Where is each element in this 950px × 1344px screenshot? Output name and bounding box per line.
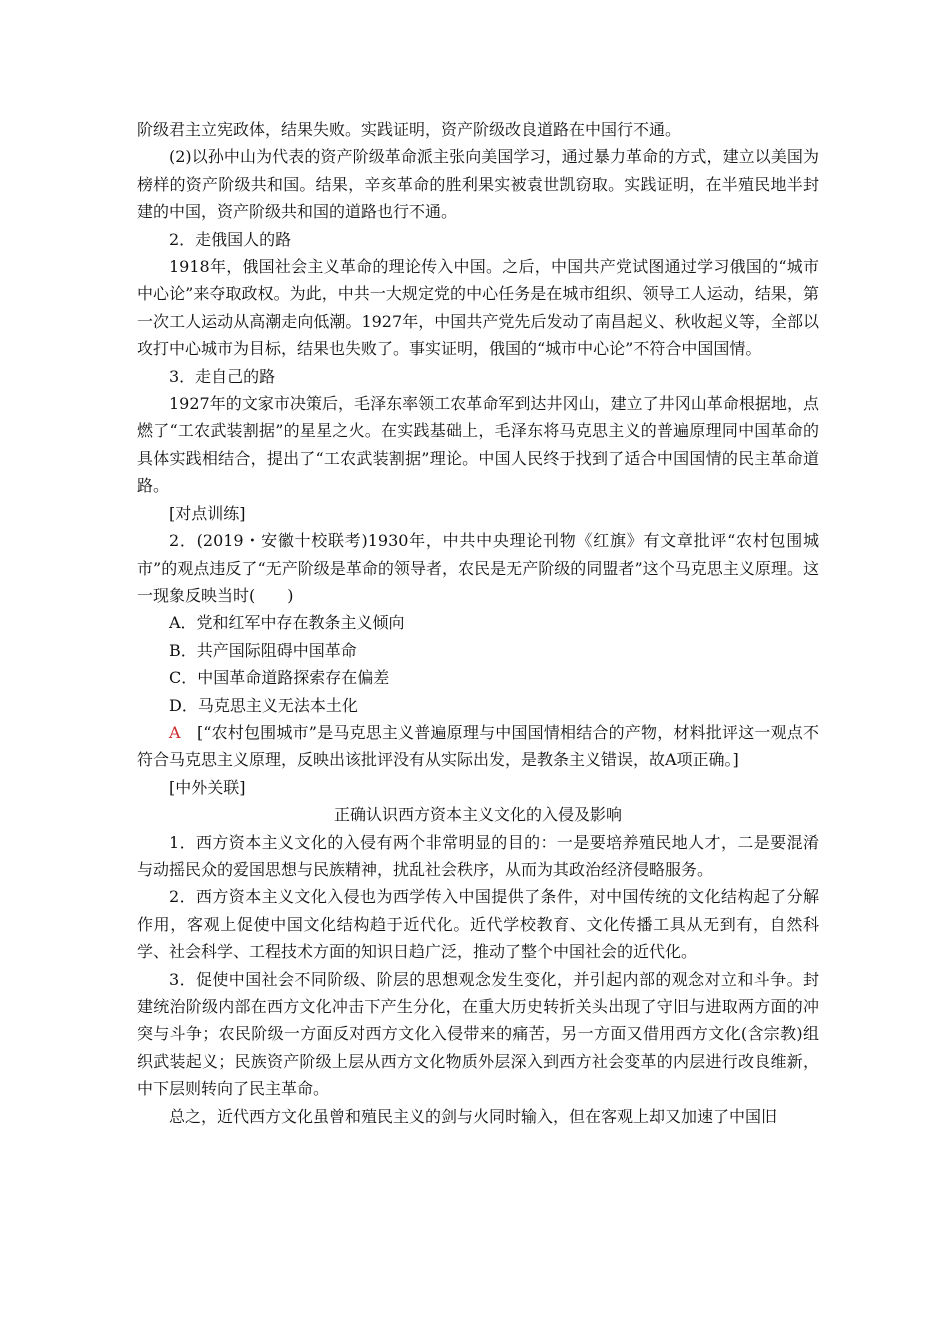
link-label: [中外关联] xyxy=(169,777,246,797)
question-text: 2．(2019・安徽十校联考)1930年，中共中央理论刊物《红旗》有文章批评“农村包围城市”的观点违反了“无产阶级是革命的领导者，农民是无产阶级的同盟者”这个马克思主义原理。这一现象反映当时( ) xyxy=(137,531,819,605)
option-d: D．马克思主义无法本土化 xyxy=(169,695,358,715)
option-c: C．中国革命道路探索存在偏差 xyxy=(169,668,390,688)
section-summary: 总之，近代西方文化虽曾和殖民主义的剑与火同时输入，但在客观上却又加速了中国旧 xyxy=(169,1106,778,1126)
section-point-3: 3．促使中国社会不同阶级、阶层的思想观念发生变化，并引起内部的观念对立和斗争。封建统治阶级内部在西方文化冲击下产生分化，在重大历史转折关头出现了守旧与进取两方面的冲突与斗争；农民阶级一方面反对西方文化入侵带来的痛苦，另一方面又借用西方文化(含宗教)组织武装起义；民族资产阶级上层从西方文化物质外层深入到西方社会变革的内层进行改良维新，中下层则转向了民主革命。 xyxy=(137,969,819,1099)
paragraph-russian-road: 1918年，俄国社会主义革命的理论传入中国。之后，中国共产党试图通过学习俄国的“城市中心论”来夺取政权。为此，中共一大规定党的中心任务是在城市组织、领导工人运动，结果，第一次工人运动从高潮走向低潮。1927年，中国共产党先后发动了南昌起义、秋收起义等，全部以攻打中心城市为目标，结果也失败了。事实证明，俄国的“城市中心论”不符合中国国情。 xyxy=(137,257,819,359)
heading-russian-road: 2．走俄国人的路 xyxy=(169,229,292,249)
paragraph-continuation: 阶级君主立宪政体，结果失败。实践证明，资产阶级改良道路在中国行不通。 xyxy=(137,120,682,139)
paragraph-own-road: 1927年的文家市决策后，毛泽东率领工农革命军到达井冈山，建立了井冈山革命根据地，点燃了“工农武装割据”的星星之火。在实践基础上，毛泽东将马克思主义的普遍原理同中国革命的具体实践相结合，提出了“工农武装割据”理论。中国人民终于找到了适合中国国情的民主革命道路。 xyxy=(137,394,819,496)
answer-letter: A xyxy=(169,722,181,742)
section-point-2: 2．西方资本主义文化入侵也为西学传入中国提供了条件，对中国传统的文化结构起了分解作用，客观上促使中国文化结构趋于近代化。近代学校教育、文化传播工具从无到有，自然科学、社会科学、工程技术方面的知识日趋广泛，推动了整个中国社会的近代化。 xyxy=(137,887,819,962)
drill-label: [对点训练] xyxy=(169,503,246,523)
answer-text: [“农村包围城市”是马克思主义普遍原理与中国国情相结合的产物，材料批评这一观点不符合马克思主义原理，反映出该批评没有从实际出发，是教条主义错误，故A项正确。] xyxy=(137,722,819,770)
document-page xyxy=(137,116,819,1130)
option-a: A．党和红军中存在教条主义倾向 xyxy=(169,613,405,633)
heading-own-road: 3．走自己的路 xyxy=(169,366,276,386)
paragraph-sun-yat-sen: (2)以孙中山为代表的资产阶级革命派主张向美国学习，通过暴力革命的方式，建立以美国为榜样的资产阶级共和国。结果，辛亥革命的胜利果实被袁世凯窃取。实践证明，在半殖民地半封建的中国，资产阶级共和国的道路也行不通。 xyxy=(137,147,819,222)
option-b: B．共产国际阻碍中国革命 xyxy=(169,640,357,660)
section-point-1: 1．西方资本主义文化的入侵有两个非常明显的目的：一是要培养殖民地人才，二是要混淆与动摇民众的爱国思想与民族精神，扰乱社会秩序，从而为其政治经济侵略服务。 xyxy=(137,832,819,879)
answer-explanation xyxy=(137,719,819,774)
section-title: 正确认识西方资本主义文化的入侵及影响 xyxy=(333,805,622,825)
